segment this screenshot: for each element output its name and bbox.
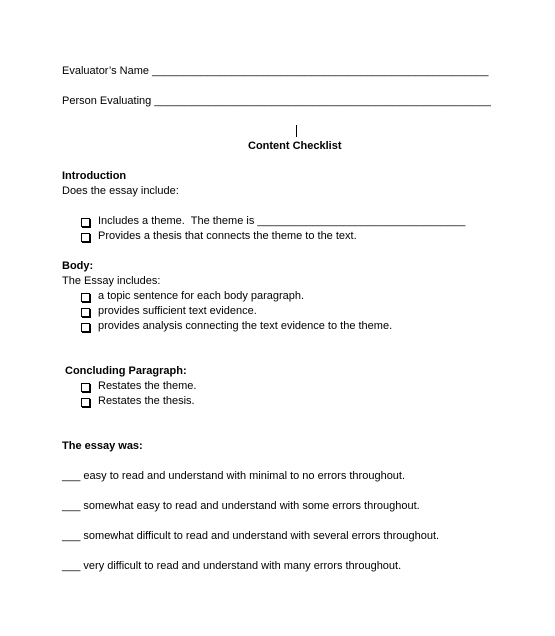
checkbox-icon[interactable] bbox=[81, 383, 90, 392]
rating-option[interactable]: ___ somewhat easy to read and understand with some errors throughout. bbox=[62, 500, 420, 512]
rating-option[interactable]: ___ somewhat difficult to read and understand with several errors throughout. bbox=[62, 530, 440, 542]
checkbox-icon[interactable] bbox=[81, 323, 90, 332]
checklist-item bbox=[81, 395, 195, 434]
checklist-item-label: a topic sentence for each body paragraph. bbox=[98, 290, 305, 302]
rating-option[interactable]: ___ easy to read and understand with minimal to no errors throughout. bbox=[62, 470, 406, 482]
body-prompt: The Essay includes: bbox=[62, 275, 161, 287]
checkbox-icon[interactable] bbox=[81, 308, 90, 317]
person-evaluating-line: Person Evaluating _______________________________________________________ bbox=[62, 95, 491, 107]
checklist-item-label: Includes a theme. The theme is __________________________________ bbox=[98, 215, 466, 227]
checklist-item-label: Restates the theme. bbox=[98, 380, 197, 392]
conclusion-heading: Concluding Paragraph: bbox=[65, 365, 187, 377]
checklist-item-label: Restates the thesis. bbox=[98, 395, 195, 407]
introduction-prompt: Does the essay include: bbox=[62, 185, 179, 197]
checkbox-icon[interactable] bbox=[81, 218, 90, 227]
checklist-item-label: provides analysis connecting the text evidence to the theme. bbox=[98, 320, 393, 332]
checkbox-icon[interactable] bbox=[81, 293, 90, 302]
checklist-item-label: Provides a thesis that connects the theme to the text. bbox=[98, 230, 357, 242]
essay-was-heading: The essay was: bbox=[62, 440, 143, 452]
checkbox-icon[interactable] bbox=[81, 398, 90, 407]
checkbox-icon[interactable] bbox=[81, 233, 90, 242]
page-title: Content Checklist bbox=[248, 140, 342, 152]
checklist-item bbox=[81, 320, 393, 359]
evaluator-name-line: Evaluator’s Name _______________________________________________________ bbox=[62, 65, 489, 77]
introduction-heading: Introduction bbox=[62, 170, 127, 182]
body-heading: Body: bbox=[62, 260, 94, 272]
text-cursor bbox=[296, 125, 297, 137]
checklist-item-label: provides sufficient text evidence. bbox=[98, 305, 257, 317]
rating-option[interactable]: ___ very difficult to read and understand with many errors throughout. bbox=[62, 560, 402, 572]
